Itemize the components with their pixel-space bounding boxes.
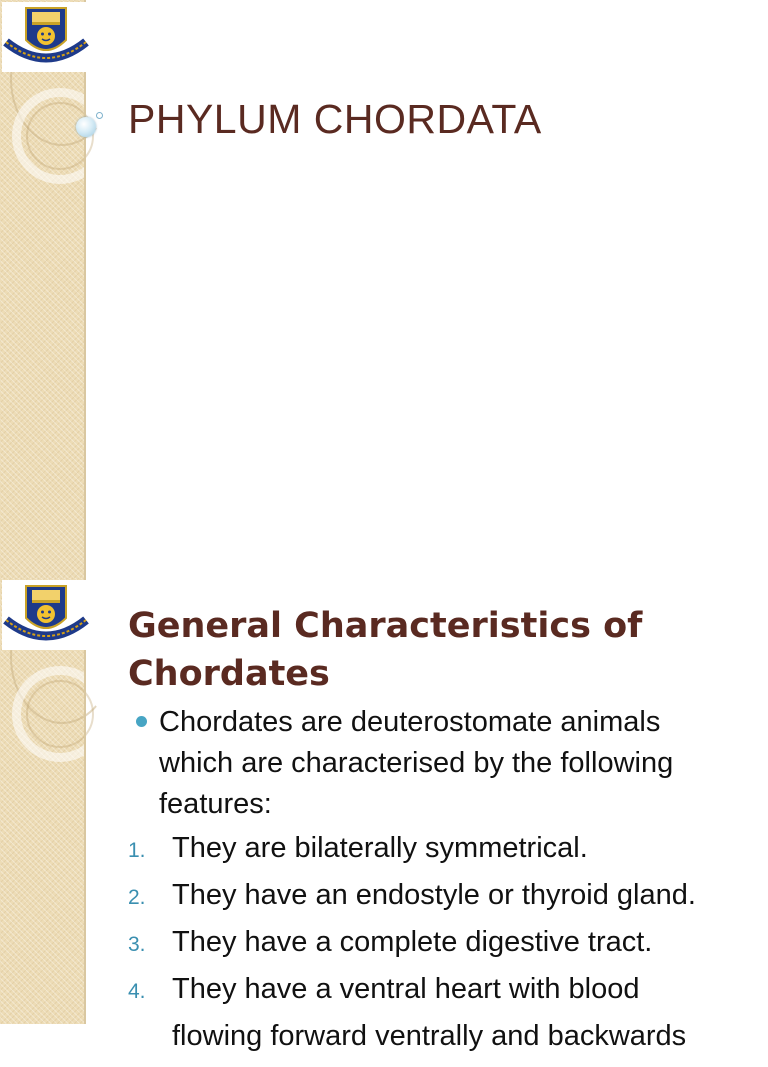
list-item xyxy=(128,973,748,1020)
list-item-continuation xyxy=(128,1020,748,1067)
round-bullet-icon xyxy=(136,716,147,727)
slide-2 xyxy=(0,578,768,1052)
list-item xyxy=(128,832,748,879)
small-ring-icon xyxy=(96,112,103,119)
university-crest-logo xyxy=(2,580,90,650)
list-number: 1. xyxy=(128,839,146,862)
list-item xyxy=(128,926,748,973)
bullet-paragraph xyxy=(136,702,736,825)
numbered-list xyxy=(128,832,748,1067)
list-text: They have a complete digestive tract. xyxy=(172,926,653,958)
university-crest-logo xyxy=(2,2,90,72)
list-number: 3. xyxy=(128,933,146,956)
list-number: 4. xyxy=(128,980,146,1003)
list-number: 2. xyxy=(128,886,146,909)
list-text: flowing forward ventrally and backwards xyxy=(172,1020,687,1052)
strip-edge xyxy=(84,0,86,578)
slide-heading: General Characteristics of Chordates xyxy=(128,606,643,694)
crest-svg xyxy=(2,580,90,650)
list-text: They have a ventral heart with blood xyxy=(172,973,640,1005)
list-item xyxy=(128,879,748,926)
list-text: They are bilaterally symmetrical. xyxy=(172,832,588,864)
bubble-bullet-icon xyxy=(76,117,96,137)
decorative-side-strip xyxy=(0,0,86,578)
bullet-text: Chordates are deuterostomate animals which are characterised by the following features: xyxy=(159,706,674,820)
crest-svg xyxy=(2,2,90,72)
list-text: They have an endostyle or thyroid gland. xyxy=(172,879,696,911)
slide-title: PHYLUM CHORDATA xyxy=(128,96,542,142)
